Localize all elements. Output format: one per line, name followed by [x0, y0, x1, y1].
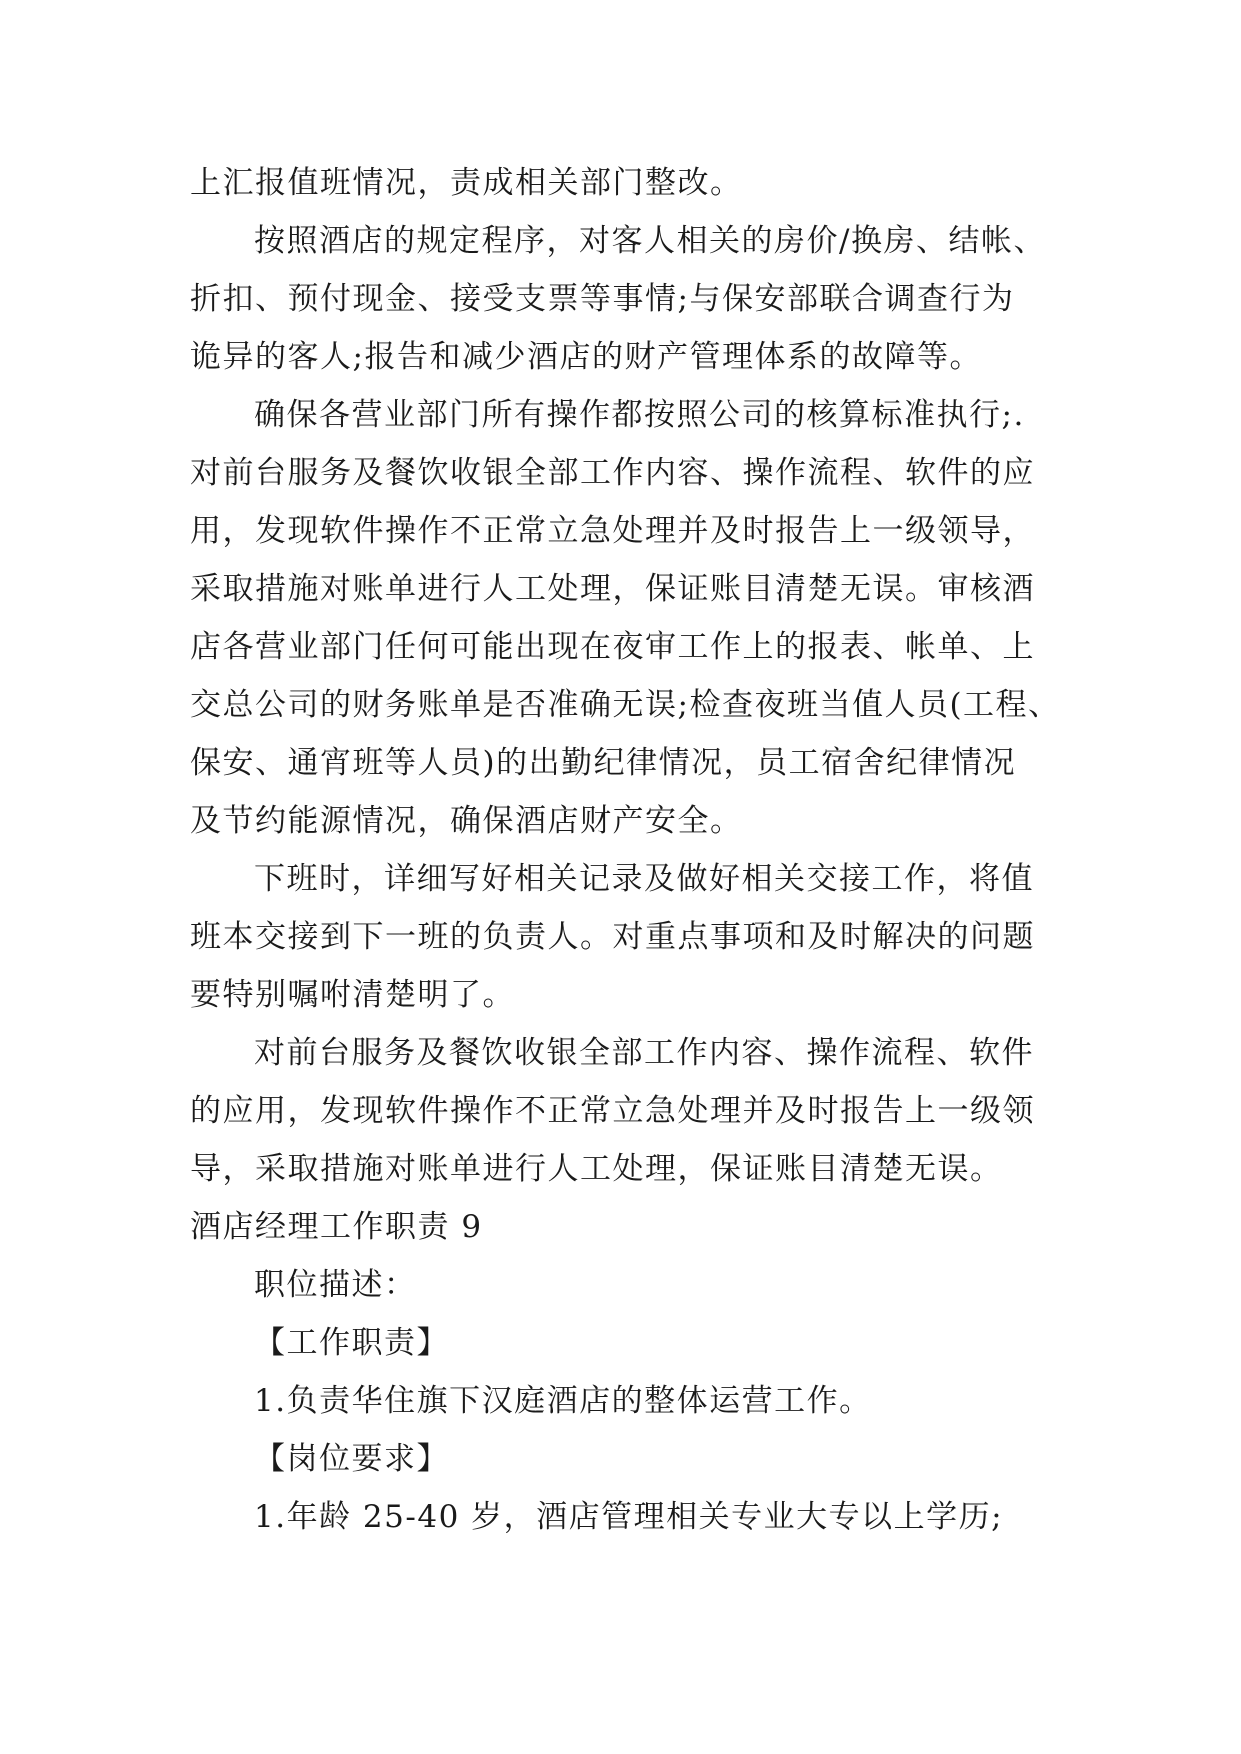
text-line: 下班时，详细写好相关记录及做好相关交接工作，将值: [254, 861, 1034, 897]
text-line: 导，采取措施对账单进行人工处理，保证账目清楚无误。: [190, 1151, 1003, 1187]
text-line: 店各营业部门任何可能出现在夜审工作上的报表、帐单、上: [190, 629, 1035, 665]
text-line: 【岗位要求】: [254, 1441, 449, 1477]
text-line: 对前台服务及餐饮收银全部工作内容、操作流程、软件的应: [190, 455, 1035, 491]
text-line: 按照酒店的规定程序，对客人相关的房价/换房、结帐、: [254, 223, 1046, 259]
text-line: 对前台服务及餐饮收银全部工作内容、操作流程、软件: [254, 1035, 1034, 1071]
text-line: 用，发现软件操作不正常立急处理并及时报告上一级领导，: [190, 513, 1035, 549]
text-line: 确保各营业部门所有操作都按照公司的核算标准执行;.: [254, 397, 1025, 433]
text-line: 及节约能源情况，确保酒店财产安全。: [190, 803, 743, 839]
text-line: 保安、通宵班等人员)的出勤纪律情况，员工宿舍纪律情况: [190, 745, 1017, 781]
document-body: [190, 154, 1070, 1546]
text-line: 班本交接到下一班的负责人。对重点事项和及时解决的问题: [190, 919, 1035, 955]
text-line: 交总公司的财务账单是否准确无误;检查夜班当值人员(工程、: [190, 687, 1061, 723]
text-line: 上汇报值班情况，责成相关部门整改。: [190, 165, 743, 201]
text-line: 的应用，发现软件操作不正常立急处理并及时报告上一级领: [190, 1093, 1035, 1129]
text-line: 要特别嘱咐清楚明了。: [190, 977, 515, 1013]
text-line: 1.负责华住旗下汉庭酒店的整体运营工作。: [254, 1383, 872, 1419]
text-line: 职位描述：: [254, 1267, 417, 1303]
text-line: 【工作职责】: [254, 1325, 449, 1361]
text-line: 1.年龄 25-40 岁，酒店管理相关专业大专以上学历;: [254, 1499, 1004, 1535]
section-heading: 酒店经理工作职责 9: [190, 1209, 483, 1245]
text-line: 折扣、预付现金、接受支票等事情;与保安部联合调查行为: [190, 281, 1015, 317]
text-line: 采取措施对账单进行人工处理，保证账目清楚无误。审核酒: [190, 571, 1035, 607]
text-line: 诡异的客人;报告和减少酒店的财产管理体系的故障等。: [190, 339, 982, 375]
